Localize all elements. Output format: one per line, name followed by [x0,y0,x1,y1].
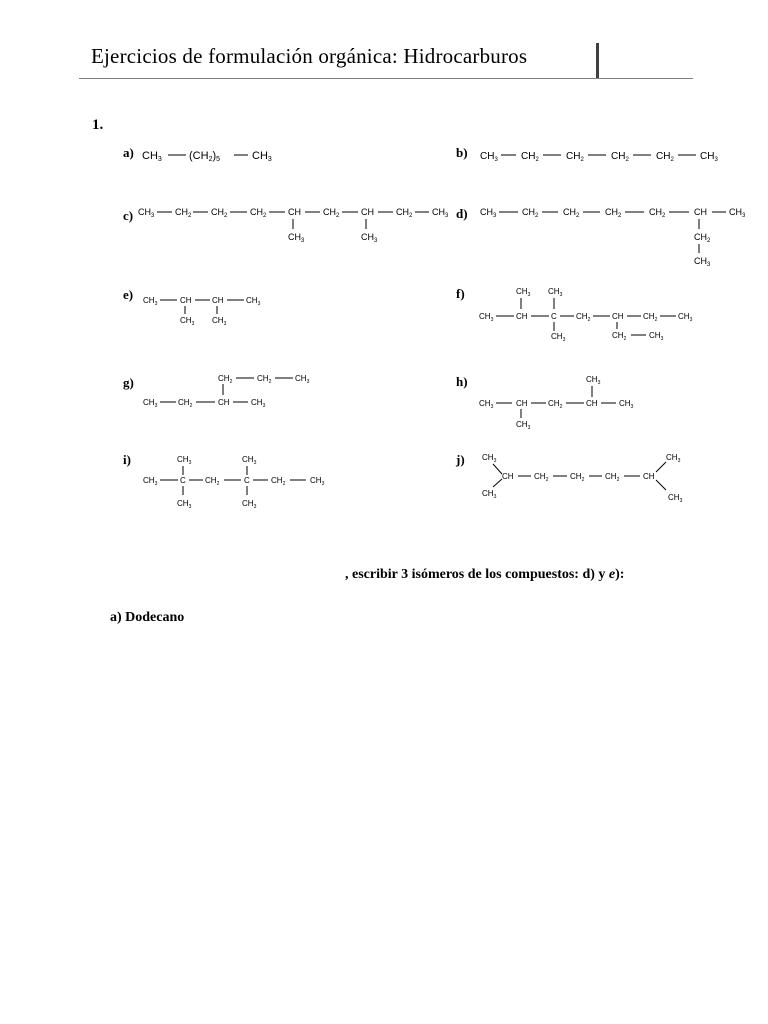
atom-label: CH [516,312,528,321]
atom-label: C [244,476,250,485]
atom-label: $CH_3$ [177,455,192,466]
atom-label: $CH_2$ [396,207,413,219]
atom-label: CH [516,399,528,408]
atom-ch3: CH3 [252,150,272,163]
atom-label: $CH_3$ [143,398,158,409]
instruction-tail: ): [615,567,625,582]
atom-label: $CH_3$ [482,489,497,500]
atom-label: $CH_3$ [361,232,378,244]
atom-label: $CH_2$ [605,207,622,219]
header-rule [79,78,693,79]
atom-label: $CH_2$ [218,374,233,385]
atom-label: $CH_3$ [143,476,158,487]
atom-label: $CH_3$ [482,453,497,464]
structure-c [135,200,455,248]
atom-label: $CH_3$ [288,232,305,244]
atom-label: $CH_3$ [649,331,664,342]
atom-label: $CH_3$ [480,207,497,219]
atom-label: $CH_2$ [656,151,674,163]
atom-label: CH [212,296,224,305]
atom-label: $CH_2$ [605,472,620,483]
instruction-lead: , [345,567,349,582]
document-title: Ejercicios de formulación orgánica: Hidrocarburos [91,44,528,68]
atom-label: $CH_3$ [694,256,711,268]
structure-j [476,448,696,508]
atom-label: $CH_3$ [295,374,310,385]
structure-d [476,200,756,272]
structure-f [476,281,706,347]
atom-label: $CH_2$ [250,207,267,219]
answer-item: a) Dodecano [110,610,185,625]
atom-label: $CH_3$ [678,312,693,323]
atom-label: $CH_3$ [729,207,746,219]
atom-label: $CH_3$ [242,499,257,510]
bond [656,480,666,490]
atom-label: $CH_3$ [212,316,227,327]
structure-label-d: d) [456,206,468,221]
atom-label: C [551,312,557,321]
atom-label: CH [586,399,598,408]
structure-a [138,140,288,168]
atom-label: CH [612,312,624,321]
atom-label: $CH_3$ [548,287,563,298]
atom-label: CH [180,296,192,305]
atom-label: $CH_3$ [246,296,261,307]
atom-label: $CH_3$ [480,151,498,163]
atom-label: $CH_3$ [516,420,531,431]
atom-label: $CH_2$ [612,331,627,342]
structure-label-b: b) [456,145,468,160]
atom-label: $CH_2$ [611,151,629,163]
structure-h [476,370,676,434]
instruction-italic: e [608,567,616,582]
instruction-text [345,567,624,583]
atom-label: $CH_2$ [271,476,286,487]
atom-label: $CH_3$ [180,316,195,327]
atom-label: CH [218,398,230,407]
atom-label: $CH_3$ [242,455,257,466]
atom-label: $CH_3$ [432,207,449,219]
bond [493,479,502,487]
structure-i [140,450,350,516]
atom-label: $CH_3$ [551,332,566,343]
atom-label: $CH_2$ [534,472,549,483]
structure-label-i: i) [123,452,131,467]
atom-label: $CH_3$ [700,151,718,163]
atom-label: $CH_3$ [666,453,681,464]
atom-label: $CH_2$ [178,398,193,409]
structure-label-f: f) [456,286,465,301]
atom-label: CH [502,472,514,481]
atom-label: $CH_2$ [205,476,220,487]
atom-label: $CH_2$ [548,399,563,410]
atom-label: $CH_3$ [479,312,494,323]
atom-label: $CH_2$ [323,207,340,219]
atom-ch2-5: (CH2)5 [189,150,221,163]
atom-label: $CH_3$ [138,207,155,219]
atom-label: CH [643,472,655,481]
structure-e [140,290,280,330]
atom-label: $CH_2$ [563,207,580,219]
atom-label: $CH_2$ [649,207,666,219]
atom-label: $CH_2$ [211,207,228,219]
atom-label: $CH_3$ [251,398,266,409]
atom-label: $CH_3$ [177,499,192,510]
atom-label: $CH_3$ [479,399,494,410]
bond [493,464,502,474]
atom-label: $CH_2$ [570,472,585,483]
atom-label: $CH_3$ [668,493,683,504]
atom-label: $CH_3$ [143,296,158,307]
structure-g [140,368,330,412]
atom-ch3: CH3 [142,150,162,163]
atom-label: $CH_2$ [694,232,711,244]
structure-b [476,140,726,168]
atom-label: $CH_3$ [310,476,325,487]
structure-label-j: j) [456,452,465,467]
atom-label: $CH_2$ [576,312,591,323]
atom-label: $CH_2$ [643,312,658,323]
atom-label: $CH_3$ [619,399,634,410]
header-vertical-bar [596,43,599,78]
bond [656,462,666,472]
atom-label: C [180,476,186,485]
structure-label-h: h) [456,374,468,389]
instruction-body: escribir 3 isómeros de los compuestos: d) y [348,567,609,582]
atom-label: CH [288,207,301,217]
structure-label-e: e) [123,287,134,302]
atom-label: $CH_2$ [522,207,539,219]
structure-label-a: a) [123,145,134,160]
atom-label: $CH_2$ [175,207,192,219]
atom-label: $CH_2$ [566,151,584,163]
structure-label-c: c) [123,208,134,223]
atom-label: $CH_2$ [257,374,272,385]
atom-label: CH [694,207,707,217]
exercise-number: 1. [92,117,104,133]
structure-label-g: g) [123,375,134,390]
atom-label: CH [361,207,374,217]
atom-label: $CH_2$ [521,151,539,163]
atom-label: $CH_3$ [586,375,601,386]
atom-label: $CH_3$ [516,287,531,298]
